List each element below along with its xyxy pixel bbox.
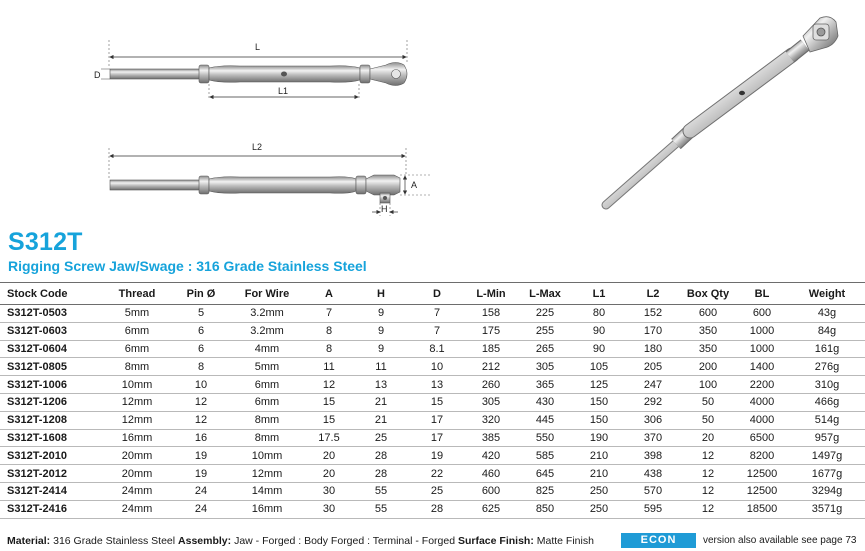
table-cell: 12: [681, 447, 735, 465]
column-header: L-Min: [465, 283, 517, 305]
table-cell: 8: [305, 322, 353, 340]
table-cell: 420: [465, 447, 517, 465]
table-cell: 4000: [735, 393, 789, 411]
table-cell: 50: [681, 411, 735, 429]
table-cell: 292: [625, 393, 681, 411]
table-cell: 850: [517, 500, 573, 518]
table-cell: 13: [409, 376, 465, 394]
table-cell: 570: [625, 482, 681, 500]
table-cell: 260: [465, 376, 517, 394]
table-body: [0, 305, 865, 519]
table-row: [0, 411, 865, 429]
table-cell: 105: [573, 358, 625, 376]
table-cell: 12: [681, 465, 735, 483]
table-cell: 3.2mm: [229, 322, 305, 340]
table-cell: 6mm: [229, 376, 305, 394]
table-cell: 30: [305, 482, 353, 500]
finish-value: Matte Finish: [536, 535, 594, 547]
table-cell: 8: [305, 340, 353, 358]
table-cell: 158: [465, 305, 517, 323]
table-cell: 19: [173, 465, 229, 483]
table-cell: 600: [735, 305, 789, 323]
table-cell: 10: [409, 358, 465, 376]
footer-notes: [7, 535, 594, 547]
table-cell: 250: [573, 482, 625, 500]
table-cell: 15: [409, 393, 465, 411]
table-cell: 6mm: [101, 340, 173, 358]
table-cell: 1677g: [789, 465, 865, 483]
table-cell: 84g: [789, 322, 865, 340]
table-cell: 6500: [735, 429, 789, 447]
table-cell: 255: [517, 322, 573, 340]
dimension-label-l1: L1: [278, 86, 289, 96]
table-cell: 6mm: [229, 393, 305, 411]
table-cell: 12500: [735, 465, 789, 483]
table-cell: 210: [573, 447, 625, 465]
table-cell: 4mm: [229, 340, 305, 358]
table-row: [0, 358, 865, 376]
table-row: [0, 322, 865, 340]
stock-code-cell: S312T-1208: [0, 411, 101, 429]
table-row: [0, 447, 865, 465]
table-cell: 11: [353, 358, 409, 376]
table-cell: 24mm: [101, 500, 173, 518]
table-cell: 30: [305, 500, 353, 518]
table-cell: 180: [625, 340, 681, 358]
table-cell: 12: [173, 411, 229, 429]
table-cell: 3571g: [789, 500, 865, 518]
table-cell: 185: [465, 340, 517, 358]
table-cell: 205: [625, 358, 681, 376]
table-cell: 305: [465, 393, 517, 411]
table-cell: 1000: [735, 322, 789, 340]
table-cell: 80: [573, 305, 625, 323]
table-cell: 595: [625, 500, 681, 518]
stock-code-cell: S312T-0503: [0, 305, 101, 323]
table-cell: 50: [681, 393, 735, 411]
table-cell: 24: [173, 500, 229, 518]
table-cell: 150: [573, 393, 625, 411]
table-cell: 385: [465, 429, 517, 447]
table-cell: 16: [173, 429, 229, 447]
table-cell: 28: [409, 500, 465, 518]
material-value: 316 Grade Stainless Steel: [53, 535, 176, 547]
table-cell: 43g: [789, 305, 865, 323]
table-cell: 7: [305, 305, 353, 323]
table-cell: 55: [353, 482, 409, 500]
column-header: Thread: [101, 283, 173, 305]
table-cell: 5: [173, 305, 229, 323]
stock-code-cell: S312T-2416: [0, 500, 101, 518]
table-row: [0, 393, 865, 411]
table-cell: 5mm: [101, 305, 173, 323]
table-cell: 16mm: [101, 429, 173, 447]
table-cell: 100: [681, 376, 735, 394]
product-drawings: [0, 0, 865, 228]
table-cell: 2200: [735, 376, 789, 394]
table-cell: 18500: [735, 500, 789, 518]
table-cell: 152: [625, 305, 681, 323]
table-cell: 398: [625, 447, 681, 465]
table-cell: 11: [305, 358, 353, 376]
table-cell: 90: [573, 322, 625, 340]
column-header: Weight: [789, 283, 865, 305]
table-cell: 6mm: [101, 322, 173, 340]
table-cell: 19: [173, 447, 229, 465]
table-cell: 12mm: [101, 393, 173, 411]
footer: [0, 532, 865, 551]
table-cell: 21: [353, 393, 409, 411]
table-cell: 466g: [789, 393, 865, 411]
table-cell: 55: [353, 500, 409, 518]
table-cell: 8mm: [229, 429, 305, 447]
table-cell: 3294g: [789, 482, 865, 500]
table-cell: 365: [517, 376, 573, 394]
table-cell: 8.1: [409, 340, 465, 358]
table-cell: 12mm: [101, 411, 173, 429]
column-header: A: [305, 283, 353, 305]
dimension-label-h: H: [381, 204, 388, 214]
side-view-drawing: [109, 142, 430, 216]
table-cell: 28: [353, 447, 409, 465]
table-cell: 15: [305, 411, 353, 429]
table-cell: 212: [465, 358, 517, 376]
table-cell: 370: [625, 429, 681, 447]
table-cell: 20mm: [101, 447, 173, 465]
table-cell: 957g: [789, 429, 865, 447]
table-cell: 320: [465, 411, 517, 429]
table-cell: 210: [573, 465, 625, 483]
table-cell: 125: [573, 376, 625, 394]
table-cell: 10: [173, 376, 229, 394]
stock-code-cell: S312T-1608: [0, 429, 101, 447]
finish-label: Surface Finish:: [457, 535, 534, 547]
table-row: [0, 429, 865, 447]
table-cell: 625: [465, 500, 517, 518]
column-header: Pin Ø: [173, 283, 229, 305]
table-cell: 28: [353, 465, 409, 483]
table-cell: 8mm: [101, 358, 173, 376]
table-cell: 6: [173, 340, 229, 358]
table-cell: 825: [517, 482, 573, 500]
table-cell: 350: [681, 322, 735, 340]
table-cell: 16mm: [229, 500, 305, 518]
table-cell: 9: [353, 305, 409, 323]
table-cell: 550: [517, 429, 573, 447]
table-cell: 600: [465, 482, 517, 500]
stock-code-cell: S312T-2012: [0, 465, 101, 483]
table-cell: 200: [681, 358, 735, 376]
table-cell: 10mm: [101, 376, 173, 394]
dimension-label-l2: L2: [252, 142, 263, 152]
table-cell: 600: [681, 305, 735, 323]
table-cell: 12: [681, 500, 735, 518]
table-cell: 90: [573, 340, 625, 358]
table-cell: 12500: [735, 482, 789, 500]
assembly-value: Jaw - Forged : Body Forged : Terminal - Forged: [234, 535, 456, 547]
table-row: [0, 500, 865, 518]
product-code: S312T: [8, 228, 83, 256]
table-cell: 514g: [789, 411, 865, 429]
table-cell: 20: [681, 429, 735, 447]
table-cell: 306: [625, 411, 681, 429]
table-cell: 175: [465, 322, 517, 340]
stock-code-cell: S312T-0805: [0, 358, 101, 376]
table-cell: 250: [573, 500, 625, 518]
column-header: L2: [625, 283, 681, 305]
table-cell: 17: [409, 429, 465, 447]
product-photo: [606, 17, 838, 205]
table-cell: 21: [353, 411, 409, 429]
table-cell: 445: [517, 411, 573, 429]
table-cell: 8: [173, 358, 229, 376]
table-cell: 10mm: [229, 447, 305, 465]
table-cell: 438: [625, 465, 681, 483]
table-cell: 3.2mm: [229, 305, 305, 323]
table-cell: 645: [517, 465, 573, 483]
table-cell: 9: [353, 340, 409, 358]
table-cell: 24: [173, 482, 229, 500]
dimension-label-l: L: [255, 42, 261, 52]
table-cell: 20: [305, 465, 353, 483]
table-cell: 247: [625, 376, 681, 394]
product-subtitle: Rigging Screw Jaw/Swage : 316 Grade Stainless Steel: [8, 258, 367, 274]
table-header-row: [0, 283, 865, 305]
table-cell: 430: [517, 393, 573, 411]
table-cell: 1400: [735, 358, 789, 376]
table-cell: 12mm: [229, 465, 305, 483]
table-cell: 170: [625, 322, 681, 340]
table-cell: 17.5: [305, 429, 353, 447]
table-cell: 5mm: [229, 358, 305, 376]
table-cell: 161g: [789, 340, 865, 358]
table-cell: 276g: [789, 358, 865, 376]
table-cell: 1497g: [789, 447, 865, 465]
table-cell: 6: [173, 322, 229, 340]
stock-code-cell: S312T-0603: [0, 322, 101, 340]
table-cell: 7: [409, 322, 465, 340]
table-cell: 25: [353, 429, 409, 447]
dimension-label-d: D: [94, 70, 101, 80]
column-header: For Wire: [229, 283, 305, 305]
column-header: Stock Code: [0, 283, 101, 305]
table-row: [0, 482, 865, 500]
table-cell: 1000: [735, 340, 789, 358]
econ-page-reference: version also available see page 73: [703, 535, 857, 546]
stock-code-cell: S312T-2414: [0, 482, 101, 500]
table-cell: 19: [409, 447, 465, 465]
table-cell: 7: [409, 305, 465, 323]
table-cell: 265: [517, 340, 573, 358]
table-cell: 310g: [789, 376, 865, 394]
table-row: [0, 465, 865, 483]
table-cell: 4000: [735, 411, 789, 429]
stock-code-cell: S312T-1006: [0, 376, 101, 394]
table-cell: 460: [465, 465, 517, 483]
stock-code-cell: S312T-0604: [0, 340, 101, 358]
top-view-drawing: [94, 40, 407, 100]
econ-badge: ECON: [621, 533, 696, 548]
table-cell: 9: [353, 322, 409, 340]
table-cell: 14mm: [229, 482, 305, 500]
column-header: D: [409, 283, 465, 305]
table-cell: 17: [409, 411, 465, 429]
table-cell: 585: [517, 447, 573, 465]
specification-table: [0, 282, 865, 519]
table-cell: 150: [573, 411, 625, 429]
table-cell: 12: [173, 393, 229, 411]
table-cell: 12: [305, 376, 353, 394]
table-cell: 350: [681, 340, 735, 358]
table-row: [0, 305, 865, 323]
stock-code-cell: S312T-1206: [0, 393, 101, 411]
column-header: L-Max: [517, 283, 573, 305]
column-header: BL: [735, 283, 789, 305]
table-cell: 20: [305, 447, 353, 465]
table-cell: 12: [681, 482, 735, 500]
column-header: L1: [573, 283, 625, 305]
table-cell: 305: [517, 358, 573, 376]
table-cell: 190: [573, 429, 625, 447]
table-cell: 22: [409, 465, 465, 483]
column-header: H: [353, 283, 409, 305]
table-cell: 225: [517, 305, 573, 323]
table-cell: 8200: [735, 447, 789, 465]
stock-code-cell: S312T-2010: [0, 447, 101, 465]
table-row: [0, 340, 865, 358]
assembly-label: Assembly:: [178, 535, 232, 547]
table-row: [0, 376, 865, 394]
table-cell: 24mm: [101, 482, 173, 500]
column-header: Box Qty: [681, 283, 735, 305]
material-label: Material:: [7, 535, 51, 547]
table-cell: 15: [305, 393, 353, 411]
table-cell: 20mm: [101, 465, 173, 483]
table-cell: 13: [353, 376, 409, 394]
table-cell: 25: [409, 482, 465, 500]
table-cell: 8mm: [229, 411, 305, 429]
dimension-label-a: A: [411, 180, 418, 190]
